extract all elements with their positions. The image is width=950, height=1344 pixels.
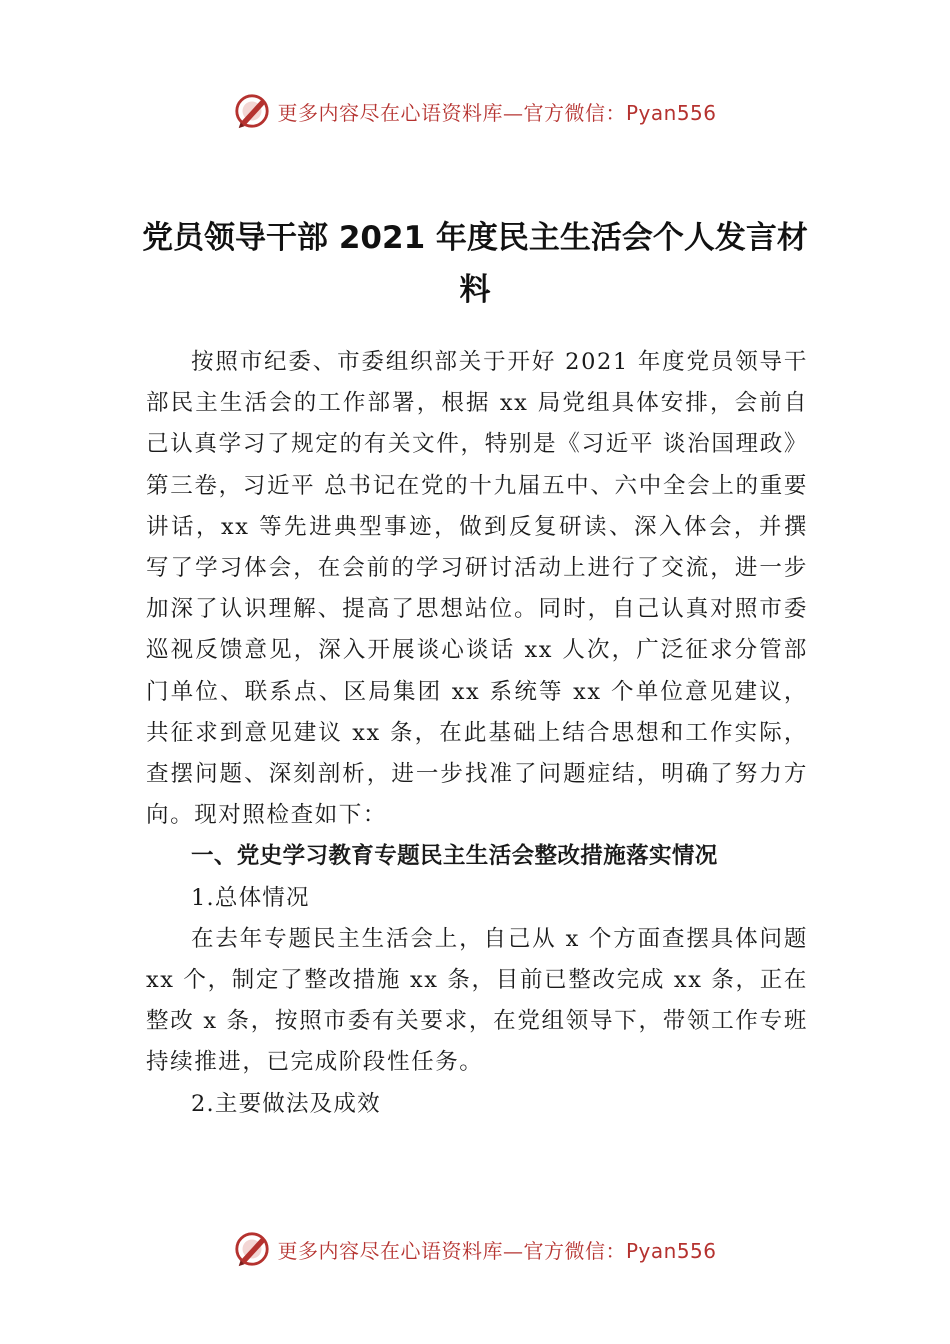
watermark-text: 更多内容尽在心语资料库—官方微信：Pyan556	[277, 1238, 717, 1263]
intro-paragraph: 按照市纪委、市委组织部关于开好 2021 年度党员领导干部民主生活会的工作部署，根据 xx 局党组具体安排，会前自己认真学习了规定的有关文件，特别是《习近平 谈治国理政》第三卷，习近平 总书记在党的十九届五中、六中全会上的重要讲话，xx 等先进典型事迹，做到反复研读、深入体会，并撰写了学习体会，在会前的学习研讨活动上进行了交流，进一步加深了认识理解、提高了思想站位。同时，自己认真对照市委巡视反馈意见，深入开展谈心谈话 xx 人次，广泛征求分管部门单位、联系点、区局集团 xx 系统等 xx 个单位意见建议， 共征求到意见建议 xx 条，在此基础上结合思想和工作实际， 查摆问题、深刻剖析，进一步找准了问题症结，明确了努力方向。现对照检查如下：	[146, 349, 808, 829]
body-paragraph: 在去年专题民主生活会上，自己从 x 个方面查摆具体问题 xx 个，制定了整改措施 xx 条，目前已整改完成 xx 条，正在整改 x 条，按照市委有关要求，在党组领导下，带领工作专班持续推进，已完成阶段性任务。	[146, 925, 808, 1076]
watermark-text: 更多内容尽在心语资料库—官方微信：Pyan556	[277, 100, 717, 125]
pen-seal-icon	[233, 92, 271, 130]
wechat-id: Pyan556	[625, 100, 717, 125]
wechat-id: Pyan556	[625, 1238, 717, 1263]
section-heading: 一、党史学习教育专题民主生活会整改措施落实情况	[191, 843, 718, 870]
document-body	[146, 342, 808, 1125]
header-watermark	[0, 92, 950, 130]
pen-seal-icon	[233, 1230, 271, 1268]
footer-watermark	[0, 1230, 950, 1268]
subsection-heading: 1.总体情况	[191, 884, 310, 911]
subsection-heading: 2.主要做法及成效	[191, 1090, 381, 1117]
document-title: 党员领导干部 2021 年度民主生活会个人发言材料	[142, 220, 808, 308]
